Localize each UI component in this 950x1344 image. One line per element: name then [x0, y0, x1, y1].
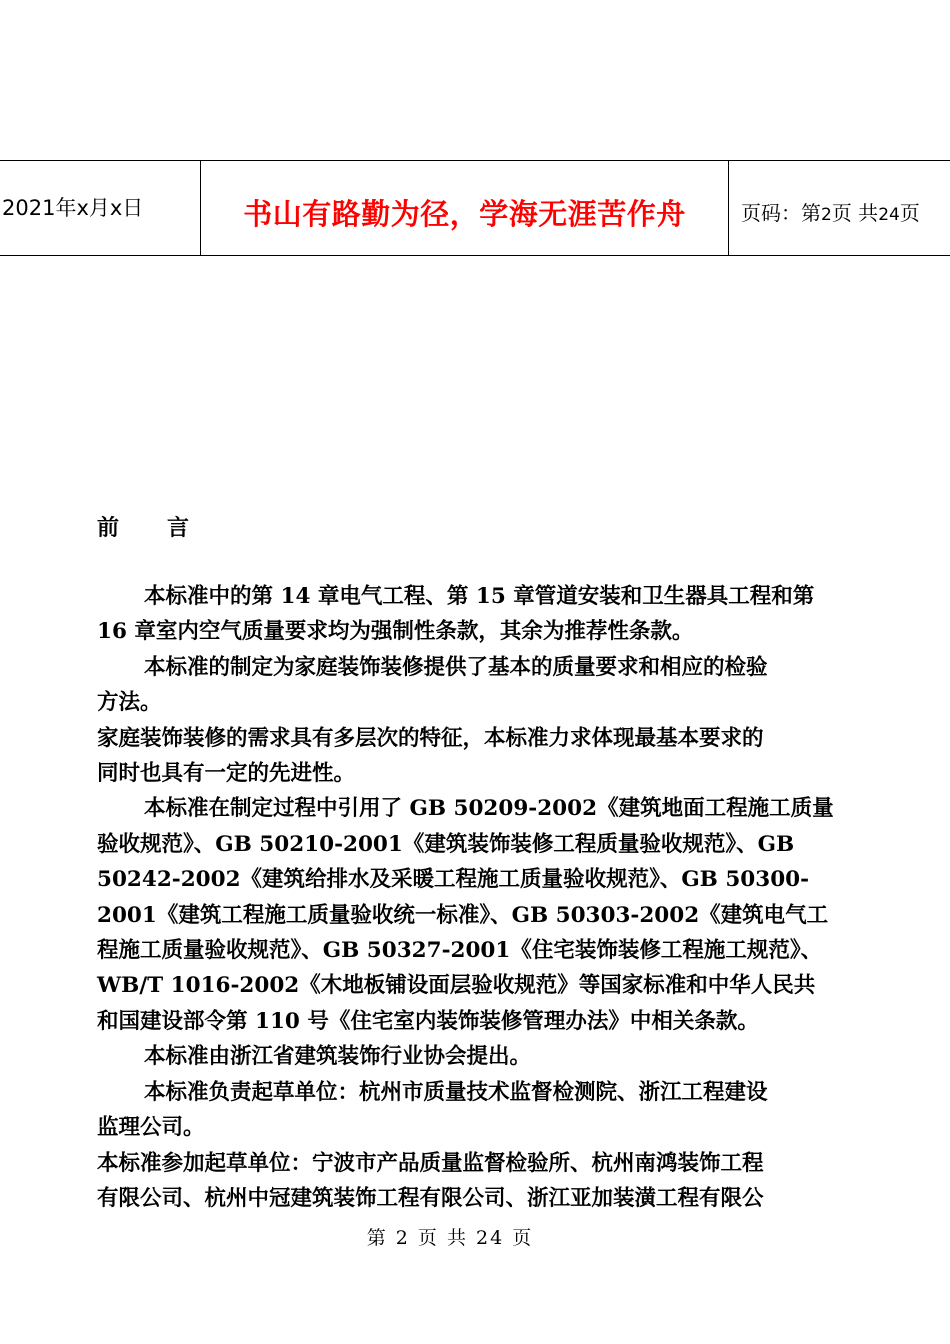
title-part-2: 言 [167, 515, 190, 541]
document-title [97, 511, 189, 542]
page-middle: 页 共 [831, 201, 879, 225]
body-line: 本标准中的第 14 章电气工程、第 15 章管道安装和卫生器具工程和第 [144, 584, 815, 609]
document-body [97, 579, 857, 1216]
body-line: 程施工质量验收规范》、GB 50327-2001《住宅装饰装修工程施工规范》、 [97, 938, 823, 964]
header-page-number [729, 161, 950, 255]
body-line: 50242-2002《建筑给排水及采暖工程施工质量验收规范》、GB 50300- [97, 867, 810, 893]
body-line: 本标准负责起草单位：杭州市质量技术监督检测院、浙江工程建设 [144, 1079, 768, 1105]
body-line: 监理公司。 [97, 1115, 205, 1141]
body-line: 本标准在制定过程中引用了 GB 50209-2002《建筑地面工程施工质量 [144, 796, 834, 822]
header-table [0, 160, 950, 256]
page-suffix: 页 [899, 201, 920, 225]
body-line: 16 章室内空气质量要求均为强制性条款，其余为推荐性条款。 [97, 619, 694, 645]
body-line: 和国建设部令第 110 号《住宅室内装饰装修管理办法》中相关条款。 [97, 1008, 759, 1034]
body-line: 2001《建筑工程施工质量验收统一标准》、GB 50303-2002《建筑电气工 [97, 902, 829, 928]
body-line: 家庭装饰装修的需求具有多层次的特征，本标准力求体现最基本要求的 [97, 725, 764, 751]
body-line: 方法。 [97, 690, 162, 716]
header-date: 2021年x月x日 [0, 161, 201, 255]
page-prefix: 页码：第 [741, 201, 821, 225]
page-current: 2 [821, 205, 832, 225]
body-line: 本标准参加起草单位：宁波市产品质量监督检验所、杭州南鸿装饰工程 [97, 1150, 764, 1176]
body-line: 有限公司、杭州中冠建筑装饰工程有限公司、浙江亚加装潢工程有限公 [97, 1185, 764, 1211]
page-total: 24 [878, 205, 900, 225]
body-line: WB/T 1016-2002《木地板铺设面层验收规范》等国家标准和中华人民共 [97, 973, 816, 999]
body-line: 验收规范》、GB 50210-2001《建筑装饰装修工程质量验收规范》、GB [97, 831, 795, 857]
body-line: 同时也具有一定的先进性。 [97, 761, 356, 787]
body-line: 本标准的制定为家庭装饰装修提供了基本的质量要求和相应的检验 [144, 654, 768, 680]
header-motto: 书山有路勤为径，学海无涯苦作舟 [201, 161, 729, 255]
body-line: 本标准由浙江省建筑装饰行业协会提出。 [144, 1044, 532, 1070]
title-part-1: 前 [97, 515, 120, 541]
page-footer: 第 2 页 共 24 页 [366, 1227, 534, 1249]
